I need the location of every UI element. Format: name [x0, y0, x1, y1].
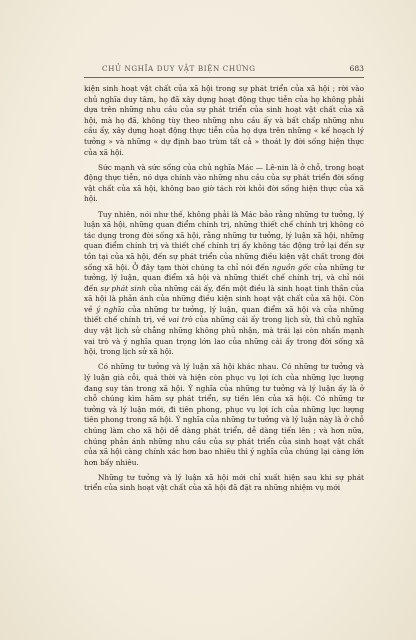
running-head: CHỦ NGHĨA DUY VẬT BIỆN CHỨNG — [102, 64, 256, 73]
header-rule — [84, 77, 364, 78]
paragraph-2 — [84, 163, 364, 205]
emphasis-y-nghia: ý nghĩa — [96, 304, 125, 314]
paragraph-3 — [84, 210, 364, 358]
paragraph-text: Có những tư tưởng và lý luận xã hội khác nhau. Có những tư tưởng và lý luận già cỗi, quá thời và hiện còn phục vụ lợi ích của những lực lượng đang suy tàn trong xã hội. Ý nghĩa của những tư tưởng và lý luận ấy là ở chỗ chúng kìm hãm sự phát triển, sự tiến lên của xã hội. Có những tư tưởng và lý luận mới, đi tiên phong, phục vụ lợi ích của những lực lượng tiên phong trong xã hội. Ý nghĩa của những tư tưởng và lý luận này là ở chỗ chúng làm cho xã hội dễ dàng phát triển, dễ dàng tiến lên ; và hơn nữa, chúng phản ánh những nhu cầu của sự phát triển của sinh hoạt vật chất của xã hội càng chính xác hơn bao nhiêu thì ý nghĩa của chúng lại càng lớn hơn bấy nhiêu. — [84, 362, 364, 467]
paragraph-4 — [84, 362, 364, 468]
paragraph-text: kiện sinh hoạt vật chất của xã hội trong sự phát triển của xã hội ; rời vào chủ nghĩa duy tâm, họ đã xây dựng hoạt động thực tiễn của họ không phải dựa trên những nhu cầu của sự phát triển của sinh hoạt vật chất của xã hội, mà họ đã, không tùy theo những nhu cầu ấy và bất chấp những nhu cầu ấy, xây dựng hoạt động thực tiễn của họ dựa trên những « kế hoạch lý tưởng » và những « dự định bao trùm tất cả » thoát ly đời sống hiện thực của xã hội. — [84, 84, 364, 157]
page-header — [84, 64, 364, 78]
body-text — [84, 84, 364, 498]
paragraph-text: của những cái ấy, đến một điều là sinh hoạt tinh thần của xã hội là phản ánh của những điều kiện sinh hoạt vật chất của xã hội. Còn về — [84, 283, 365, 314]
paragraph-text: của những tư tưởng, lý luận, quan điểm xã hội và những thiết chế chính trị, và chỉ nói đến — [84, 262, 365, 293]
paragraph-1 — [84, 84, 364, 158]
emphasis-nguon-goc: nguồn gốc — [271, 262, 312, 272]
paragraph-text: Tuy nhiên, nói như thế, không phải là Mác bảo rằng những tư tưởng, lý luận xã hội, những quan điểm chính trị, những thiết chế chính trị không có tác dụng trong đời sống xã hội, rằng những tư tưởng, lý luận xã hội, những quan điểm chính trị và thiết chế chính trị ấy không tác động trở lại đến sự tồn tại của xã hội, đến sự phát triển của những điều kiện vật chất trong đời sống xã hội. Ở đây tạm thời chúng ta chỉ nói đến — [84, 209, 364, 272]
emphasis-su-phat-sinh: sự phát sinh — [100, 283, 147, 293]
paragraph-text: Sức mạnh và sức sống của chủ nghĩa Mác — Lê-nin là ở chỗ, trong hoạt động thực tiễn, nó dựa chính vào những nhu cầu của sự phát triển đời sống vật chất của xã hội, không bao giờ tách rời khỏi đời sống hiện thực của xã hội. — [84, 162, 364, 204]
paragraph-text: Những tư tưởng và lý luận xã hội mới chỉ xuất hiện sau khi sự phát triển của sinh hoạt vật chất của xã hội đã đặt ra những nhiệm vụ mới — [84, 472, 364, 493]
page-number: 683 — [349, 64, 364, 73]
paragraph-text: của những tư tưởng, lý luận, quan điểm xã hội và của những thiết chế chính trị, về — [84, 304, 364, 325]
paragraph-5 — [84, 473, 364, 494]
paragraph-text: của những cái ấy trong lịch sử, thì chủ nghĩa duy vật lịch sử chẳng những không phủ nhận, mà trái lại còn nhấn mạnh vai trò và ý nghĩa quan trọng lớn lao của những cái ấy trong đời sống xã hội, trong lịch sử xã hội. — [84, 315, 364, 357]
emphasis-vai-tro: vai trò — [168, 315, 193, 325]
